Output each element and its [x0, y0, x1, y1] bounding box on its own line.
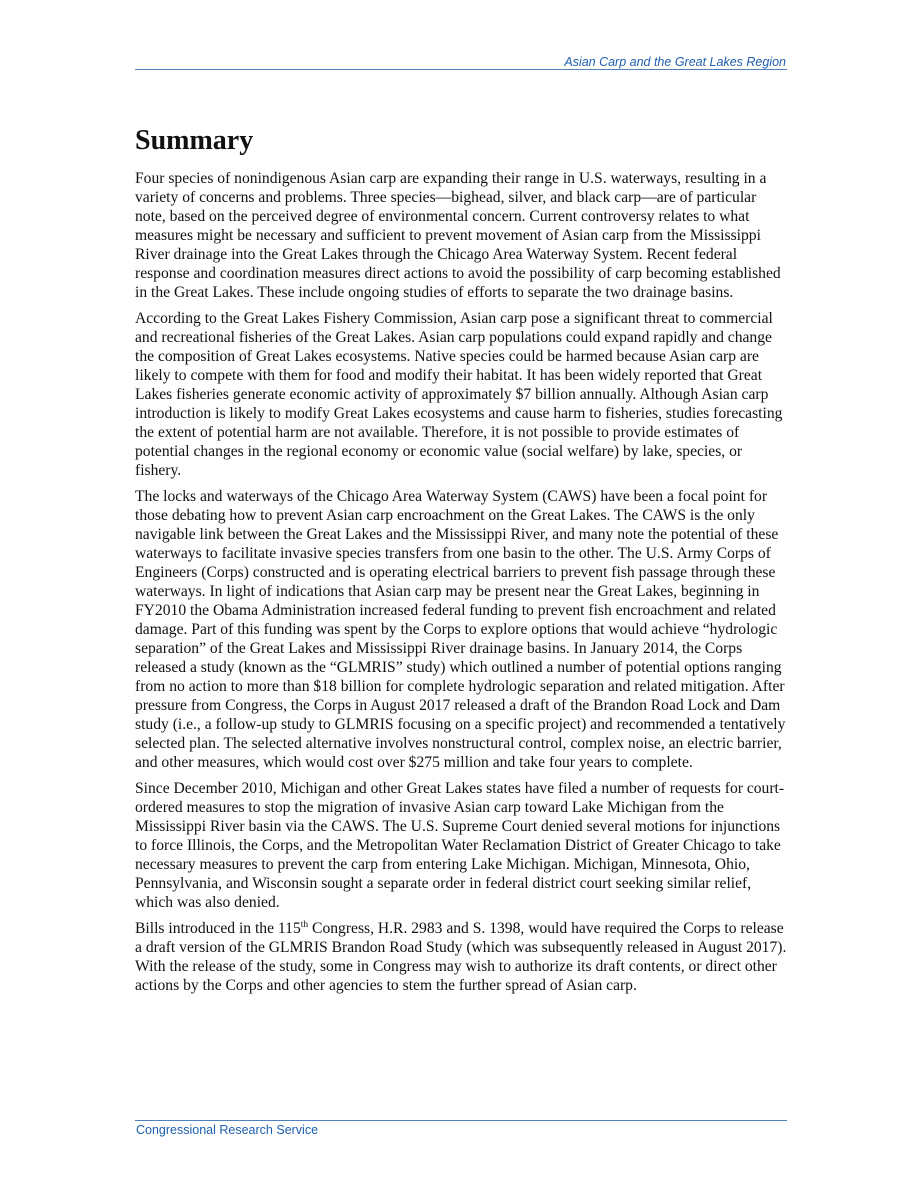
paragraph-4: Since December 2010, Michigan and other Great Lakes states have filed a number of requests for court-ordered measures to stop the migration of invasive Asian carp toward Lake Michigan from the Mississippi River basin via the CAWS. The U.S. Supreme Court denied several motions for injunctions to force Illinois, the Corps, and the Metropolitan Water Reclamation District of Greater Chicago to take necessary measures to prevent the carp from entering Lake Michigan. Michigan, Minnesota, Ohio, Pennsylvania, and Wisconsin sought a separate order in federal district court seeking similar relief, which was also denied. — [135, 780, 785, 911]
running-header: Asian Carp and the Great Lakes Region — [564, 55, 786, 69]
paragraph-5-start: Bills introduced in the 115 — [135, 920, 301, 937]
paragraph-3: The locks and waterways of the Chicago Area Waterway System (CAWS) have been a focal point for those debating how to prevent Asian carp encroachment on the Great Lakes. The CAWS is the only navigable link between the Great Lakes and the Mississippi River, and many note the potential of these waterways to facilitate invasive species transfers from one basin to the other. The U.S. Army Corps of Engineers (Corps) constructed and is operating electrical barriers to prevent fish passage through these waterways. In light of indications that Asian carp may be present near the Great Lakes, beginning in FY2010 the Obama Administration increased federal funding to prevent fish encroachment and related damage. Part of this funding was spent by the Corps to explore options that would achieve “hydrologic separation” of the Great Lakes and Mississippi River drainage basins. In January 2014, the Corps released a study (known as the “GLMRIS” study) which outlined a number of potential options ranging from no action to more than $18 billion for complete hydrologic separation and related mitigation. After pressure from Congress, the Corps in August 2017 released a draft of the Brandon Road Lock and Dam study (i.e., a follow-up study to GLMRIS focusing on a specific project) and recommended a tentatively selected plan. The selected alternative involves nonstructural control, complex noise, an electric barrier, and other measures, which would cost over $275 million and take four years to complete. — [135, 488, 786, 771]
summary-body — [135, 169, 787, 1002]
paragraph-5 — [135, 919, 787, 995]
header-rule — [135, 69, 787, 70]
footer-label: Congressional Research Service — [136, 1123, 319, 1137]
paragraph-5-rest: Congress, H.R. 2983 and S. 1398, would have required the Corps to release a draft version of the GLMRIS Brandon Road Study (which was subsequently released in August 2017). With the release of the study, some in Congress may wish to authorize its draft contents, or direct other actions by the Corps and other agencies to stem the further spread of Asian carp. — [135, 920, 787, 994]
paragraph-2: According to the Great Lakes Fishery Commission, Asian carp pose a significant threat to commercial and recreational fisheries of the Great Lakes. Asian carp populations could expand rapidly and change the composition of Great Lakes ecosystems. Native species could be harmed because Asian carp are likely to compete with them for food and modify their habitat. It has been widely reported that Great Lakes fisheries generate economic activity of approximately $7 billion annually. Although Asian carp introduction is likely to modify Great Lakes ecosystems and cause harm to fisheries, studies forecasting the extent of potential harm are not available. Therefore, it is not possible to provide estimates of potential changes in the regional economy or economic value (social welfare) by lake, species, or fishery. — [135, 310, 783, 479]
footer-rule — [135, 1120, 787, 1121]
page-title: Summary — [135, 125, 254, 156]
paragraph-1: Four species of nonindigenous Asian carp are expanding their range in U.S. waterways, resulting in a variety of concerns and problems. Three species—bighead, silver, and black carp—are of particular note, based on the perceived degree of environmental concern. Current controversy relates to what measures might be necessary and sufficient to prevent movement of Asian carp from the Mississippi River drainage into the Great Lakes through the Chicago Area Waterway System. Recent federal response and coordination measures direct actions to avoid the possibility of carp becoming established in the Great Lakes. These include ongoing studies of efforts to separate the two drainage basins. — [135, 170, 781, 301]
ordinal-superscript: th — [300, 919, 309, 930]
